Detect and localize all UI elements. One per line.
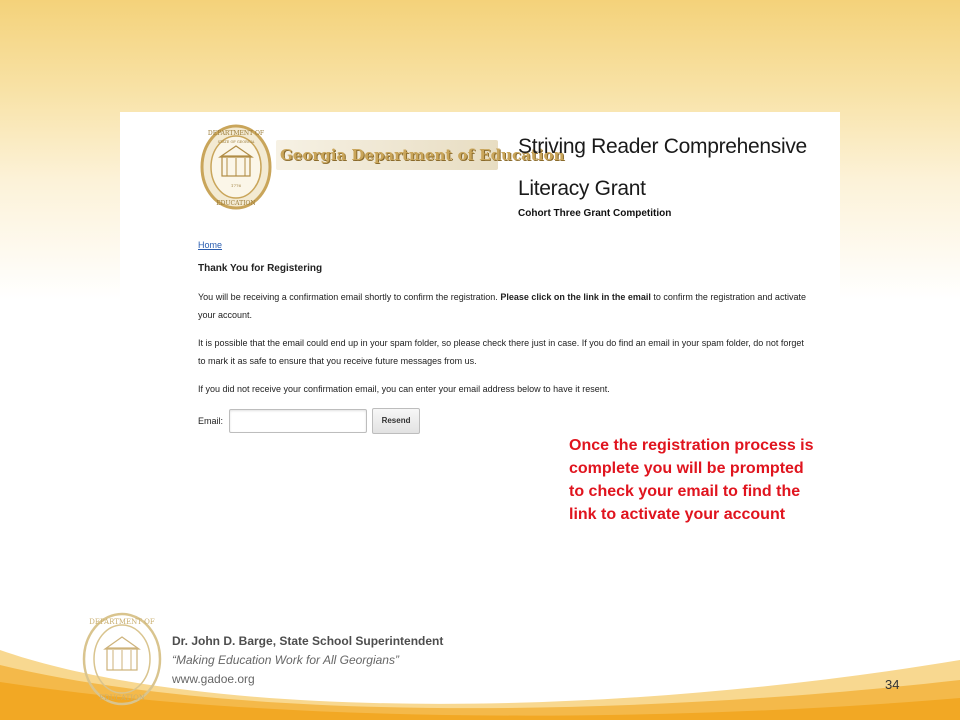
cohort-subtitle: Cohort Three Grant Competition [518, 208, 672, 219]
resend-email-form [198, 408, 808, 434]
resend-button[interactable]: Resend [372, 408, 420, 434]
seal-text-bottom: EDUCATION [216, 200, 256, 207]
email-input[interactable] [229, 409, 367, 433]
seal-inner-text: STATE OF GEORGIA [217, 140, 255, 144]
confirmation-text-bold: Please click on the link in the email [500, 292, 651, 302]
program-title-line2: Literacy Grant [518, 177, 646, 200]
confirmation-text-start: You will be receiving a confirmation email shortly to confirm the registration. [198, 292, 501, 302]
callout-annotation: Once the registration process is complete you will be prompted to check your email to find the link to activate your account [569, 437, 814, 523]
spam-folder-paragraph: It is possible that the email could end up in your spam folder, so please check there just in case. If you do find an email in your spam folder, do not forget to mark it as safe to ensure that you receive future messages from us. [198, 338, 804, 366]
footer-url[interactable]: www.gadoe.org [172, 672, 255, 686]
gadoe-seal-logo [200, 124, 272, 210]
program-title [518, 126, 818, 210]
footer-seal-text-top: DEPARTMENT OF [89, 618, 155, 626]
gadoe-wordmark: Georgia Department of Education [276, 140, 498, 170]
email-label: Email: [198, 416, 224, 426]
program-title-line1: Striving Reader Comprehensive [518, 135, 807, 158]
footer-seal-logo [82, 612, 162, 706]
page-content [198, 236, 808, 434]
page-number: 34 [885, 677, 900, 692]
seal-year: 1776 [230, 183, 242, 188]
thank-you-heading: Thank You for Registering [198, 263, 323, 274]
registration-confirmation-screenshot [120, 112, 840, 452]
home-link[interactable]: Home [198, 240, 223, 250]
confirmation-paragraph [198, 288, 808, 324]
footer-motto: “Making Education Work for All Georgians” [172, 653, 399, 667]
footer-text-block [172, 632, 443, 689]
footer-seal-text-bottom: EDUCATION [99, 694, 145, 702]
seal-text-top: DEPARTMENT OF [207, 130, 265, 137]
superintendent-name: Dr. John D. Barge, State School Superintendent [172, 634, 444, 648]
confirmation-text-end: to confirm the registration and activate your account. [198, 292, 806, 320]
resend-instructions-paragraph: If you did not receive your confirmation email, you can enter your email address below to have it resent. [198, 384, 610, 394]
